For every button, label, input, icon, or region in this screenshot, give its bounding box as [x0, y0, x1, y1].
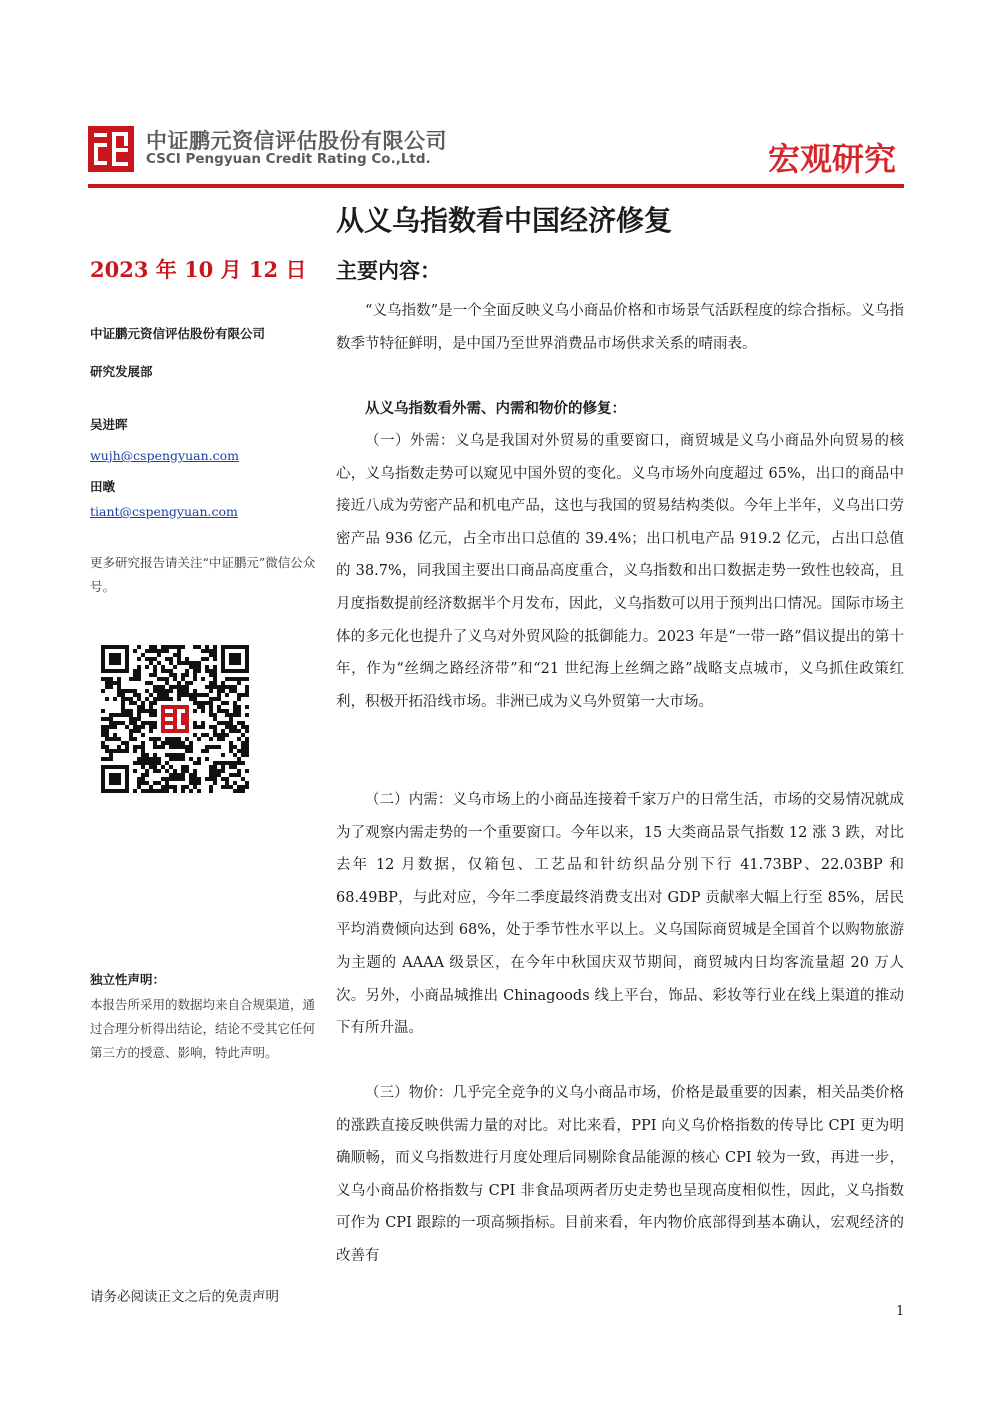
wechat-qr-code-icon [101, 645, 249, 793]
company-name-en: CSCI Pengyuan Credit Rating Co.,Ltd. [146, 151, 431, 167]
author-email-link[interactable]: tiant@cspengyuan.com [90, 504, 238, 519]
report-category: 宏观研究 [767, 140, 896, 178]
intro-paragraph: “义乌指数”是一个全面反映义乌小商品价格和市场景气活跃程度的综合指标。义乌指数季节特征鲜明，是中国乃至世界消费品市场供求关系的晴雨表。 [336, 303, 904, 352]
sidebar-department: 研究发展部 [90, 364, 153, 379]
disclaimer-footer: 请务必阅读正文之后的免责声明 [90, 1289, 279, 1305]
author-name: 吴进晖 [90, 417, 128, 432]
disclaimer-title: 独立性声明： [90, 972, 166, 987]
body-paragraph: （一）外需：义乌是我国对外贸易的重要窗口，商贸城是义乌小商品外向贸易的核心，义乌指数走势可以窥见中国外贸的变化。义乌市场外向度超过 65%，出口的商品中接近八成为劳密产品和机电产品，这也与我国的贸易结构类似。今年上半年，义乌出口劳密产品 936 亿元，占全市出口总值的 39.4%；出口机电产品 919.2 亿元，占出口总值的 38.7%，同我国主要出口商品高度重合，义乌指数和出口数据走势一致性也较高，且月度指数提前经济数据半个月发布，因此，义乌指数可以用于预判出口情况。国际市场主体的多元化也提升了义乌对外贸风险的抵御能力。2023 年是“一带一路”倡议提出的第十年，作为“丝绸之路经济带”和“21 世纪海上丝绸之路”战略支点城市，义乌抓住政策红利，积极开拓沿线市场。非洲已成为义乌外贸第一大市场。 [336, 433, 904, 710]
section-heading: 主要内容： [336, 259, 441, 283]
disclaimer-text: 本报告所采用的数据均来自合规渠道，通过合理分析得出结论，结论不受其它任何第三方的授意、影响，特此声明。 [90, 997, 316, 1060]
author-name: 田暾 [90, 479, 116, 494]
follow-note: 更多研究报告请关注“中证鹏元”微信公众号。 [90, 555, 316, 594]
csci-logo-icon [88, 126, 134, 172]
author-email-link[interactable]: wujh@cspengyuan.com [90, 448, 240, 463]
report-date: 2023 年 10 月 12 日 [90, 257, 307, 282]
author-email[interactable] [90, 448, 239, 463]
sidebar-org: 中证鹏元资信评估股份有限公司 [90, 326, 266, 341]
header-divider [88, 184, 904, 188]
subheading: 从义乌指数看外需、内需和物价的修复： [365, 400, 626, 417]
document-title: 从义乌指数看中国经济修复 [336, 204, 673, 237]
author-email[interactable] [90, 504, 238, 519]
body-paragraph: （三）物价：几乎完全竞争的义乌小商品市场，价格是最重要的因素，相关品类价格的涨跌直接反映供需力量的对比。对比来看，PPI 向义乌价格指数的传导比 CPI 更为明确顺畅，而义乌指数进行月度处理后同剔除食品能源的核心 CPI 较为一致，再进一步，义乌小商品价格指数与 CPI 非食品项两者历史走势也呈现高度相似性，因此，义乌指数可作为 CPI 跟踪的一项高频指标。目前来看，年内物价底部得到基本确认，宏观经济的改善有 [336, 1085, 904, 1264]
page-number: 1 [896, 1304, 905, 1319]
body-paragraph: （二）内需：义乌市场上的小商品连接着千家万户的日常生活，市场的交易情况就成为了观察内需走势的一个重要窗口。今年以来，15 大类商品景气指数 12 涨 3 跌，对比去年 12 月数据，仅箱包、工艺品和针纺织品分别下行 41.73BP、22.03BP 和 68.49BP，与此对应，今年二季度最终消费支出对 GDP 贡献率大幅上行至 85%，居民平均消费倾向达到 68%，处于季节性水平以上。义乌国际商贸城是全国首个以购物旅游为主题的 AAAA 级景区，在今年中秋国庆双节期间，商贸城内日均客流量超 20 万人次。另外，小商品城推出 Chinagoods 线上平台，饰品、彩妆等行业在线上渠道的推动下有所升温。 [336, 792, 904, 1037]
company-name-cn: 中证鹏元资信评估股份有限公司 [146, 129, 447, 153]
